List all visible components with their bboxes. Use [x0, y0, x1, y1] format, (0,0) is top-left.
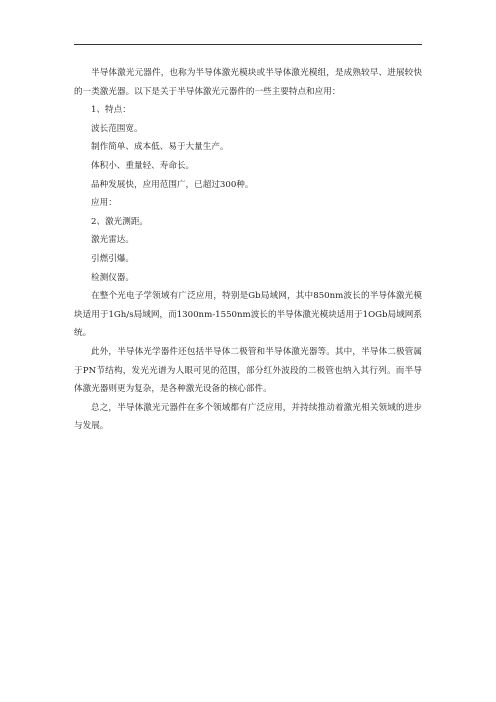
intro-paragraph: 半导体激光元器件，也称为半导体激光模块或半导体激光模组，是成熟较早、进展较快的一类激光器。以下是关于半导体激光元器件的一些主要特点和应用： — [74, 68, 422, 97]
application-item: 激光雷达。 — [91, 235, 134, 246]
applications-label: 应用： — [91, 198, 117, 209]
feature-item: 品种发展快，应用范围广，已超过300种。 — [91, 179, 254, 190]
document-body — [74, 64, 422, 436]
feature-item: 制作简单、成本低、易于大量生产。 — [91, 142, 229, 153]
features-heading: 1、特点： — [91, 105, 131, 116]
applications-heading: 2、激光测距。 — [91, 216, 149, 227]
diode-paragraph: 此外，半导体光学器件还包括半导体二极管和半导体激光器等。其中，半导体二极管属于PN节结构，发光光谱为人眼可见的范围，部分红外波段的二极管也纳入其行列。而半导体激光器则更为复杂，是各种激光设备的核心部件。 — [74, 346, 422, 395]
summary-paragraph: 总之，半导体激光元器件在多个领域都有广泛应用，并持续推动着激光相关领域的进步与发展。 — [74, 402, 422, 432]
feature-item: 体积小、重量轻、寿命长。 — [91, 160, 195, 171]
communication-paragraph: 在整个光电子学领域有广泛应用，特别是Gb局域网，其中850nm波长的半导体激光模块适用于1Gh/s局域网，而1300nm-1550nm波长的半导体激光模块适用于1OGb局域网系统。 — [74, 291, 422, 339]
feature-item: 波长范围宽。 — [91, 123, 143, 134]
application-item: 引燃引爆。 — [91, 253, 134, 264]
application-item: 检测仪器。 — [91, 272, 134, 283]
header-rule — [74, 44, 422, 45]
